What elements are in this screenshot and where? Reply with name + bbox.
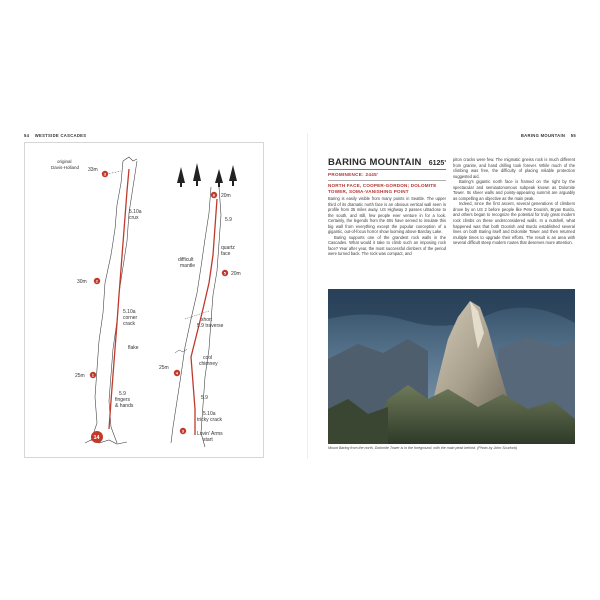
lbl-face: face	[221, 251, 231, 257]
lbl-510a-right: 5.10a	[203, 411, 216, 417]
lbl-20m-mid: 20m	[231, 271, 241, 277]
lbl-20m-top: 20m	[221, 193, 231, 199]
lbl-start: start	[203, 437, 213, 443]
right-route-rock	[171, 187, 221, 447]
lbl-59-quartz: 5.9	[225, 217, 232, 223]
prominence: PROMINENCE: 2445'	[328, 172, 379, 177]
lbl-hands: & hands	[115, 403, 134, 409]
lbl-crux: crux	[129, 215, 139, 221]
tree-icon-3	[215, 169, 223, 187]
lbl-short: short	[201, 317, 213, 323]
lbl-lovin-arms: Lovin' Arms	[197, 431, 223, 437]
lbl-cool: cool	[203, 355, 213, 361]
paragraph: Baring supports one of the grandest rock walls in the Cascades. What would it take to climb such an imposing rock face? Year after year, the most successful climbers of the period were turned back. The rock was compact, and	[328, 234, 446, 257]
lbl-corner: corner	[123, 315, 138, 321]
right-rock-edge-a	[171, 187, 211, 443]
topo-drawing	[25, 143, 265, 459]
tree-icon-1	[177, 167, 185, 187]
photo-caption: Mount Baring from the north, Dolomite Tower is in the foreground, with the main peak behind. (Photo by John Scurlock)	[328, 446, 518, 450]
paragraph: Indeed, since the first ascent, several generations of climbers drove by on US 2 before people like Pete Doorish, Bryan Burdo, and others began to recognize the potential for truly great modern rock climbs on these underconsidered walls. In a nutshell, what happened was that both Doorish and Burdo established several lines on both Baring itself and Dolomite Tower and then returned multiple times to upgrade their efforts. The result is an area with several difficult steep modern routes that deserves more attention.	[453, 201, 575, 246]
tree-icons	[177, 163, 237, 187]
title-bar	[328, 157, 446, 167]
prominence-rule	[328, 180, 446, 181]
lbl-510a-2: 5.10a	[123, 309, 136, 315]
body-column-2	[453, 157, 575, 246]
lbl-crack: crack	[123, 321, 135, 327]
lbl-59-traverse: 5.9 traverse	[197, 323, 224, 329]
lbl-original: original	[57, 159, 72, 164]
right-belay-4-num: 4	[175, 370, 179, 376]
lbl-59-left: 5.9	[119, 391, 126, 397]
left-page-number: 54	[24, 133, 30, 138]
left-route-line	[109, 169, 129, 429]
paragraph: Baring is easily visible from many points in Seattle. The upper third of its dramatic north face is an obvious vertical wall seen in profile from 35 miles away. US Highway 2 passes ultraclose to the south, and still, few people ever venture in for a look. Certainly, the legends from the 60s have served to insulate this big wall from everything except the popular conception of a gigantic, out-of-focus horror show looming above Barclay Lake.	[328, 196, 446, 235]
tree-icon-4	[229, 165, 237, 186]
lbl-chimney: chimney	[199, 361, 218, 367]
right-belay-6-num: 6	[212, 192, 216, 198]
left-rock-top	[123, 157, 137, 161]
mountain-photo	[328, 289, 575, 444]
route-number: 14	[93, 435, 100, 441]
left-running-head	[24, 133, 86, 138]
right-running-title: BARING MOUNTAIN	[520, 133, 566, 138]
elevation: 6125'	[428, 160, 446, 167]
lbl-mantle: mantle	[180, 263, 196, 269]
right-belay-5-num: 5	[223, 270, 227, 276]
right-running-head	[521, 133, 576, 138]
right-belay-3-num: 3	[181, 428, 185, 434]
chimney-marks	[175, 349, 187, 353]
left-belay-3-num: 3	[103, 171, 107, 177]
lbl-33m: 33m	[88, 167, 98, 173]
right-page-number: 55	[570, 133, 576, 138]
lbl-25m: 25m	[75, 373, 85, 379]
paragraph: piton cracks were few. The migmatic gneiss rock is much different from granite, and hand drilling took forever. While much of the climbing was free, the difficulty of placing reliable protection suggested aid.	[453, 157, 575, 179]
lbl-flake: flake	[128, 345, 139, 351]
left-belay-2-num: 2	[95, 278, 99, 284]
lbl-tricky-crack: tricky crack	[197, 417, 222, 423]
lbl-30m: 30m	[77, 279, 87, 285]
left-belay-1-num: 1	[91, 372, 95, 378]
lbl-davis-holland: Davis-Holland	[51, 165, 80, 170]
lbl-25m-right: 25m	[159, 365, 169, 371]
lbl-fingers: fingers	[115, 397, 131, 403]
tree-icon-2	[193, 163, 201, 186]
page-title: BARING MOUNTAIN	[328, 157, 422, 168]
lbl-difficult: difficult	[178, 257, 194, 263]
route-heading: NORTH FACE, COOPER-GORDON; DOLOMITE TOWER, SOMA-VANISHING POINT	[328, 183, 437, 194]
lbl-510a-1: 5.10a	[129, 209, 142, 215]
left-running-title: WESTSIDE CASCADES	[34, 133, 87, 138]
paragraph: Baring's gigantic north face is framed on the right by the spectacular and semiautonomous subpeak known as Dolomite Tower. Its sheer walls and pointy-appearing summit are arguably as compelling an objective as the main peak.	[453, 179, 575, 201]
left-rock-base	[85, 439, 127, 444]
route-topo	[24, 142, 264, 458]
body-column-1	[328, 196, 446, 257]
lbl-quartz: quartz	[221, 245, 235, 251]
mountain-photo-art	[328, 289, 575, 444]
lbl-59-right: 5.9	[201, 395, 208, 401]
title-rule	[328, 169, 446, 170]
